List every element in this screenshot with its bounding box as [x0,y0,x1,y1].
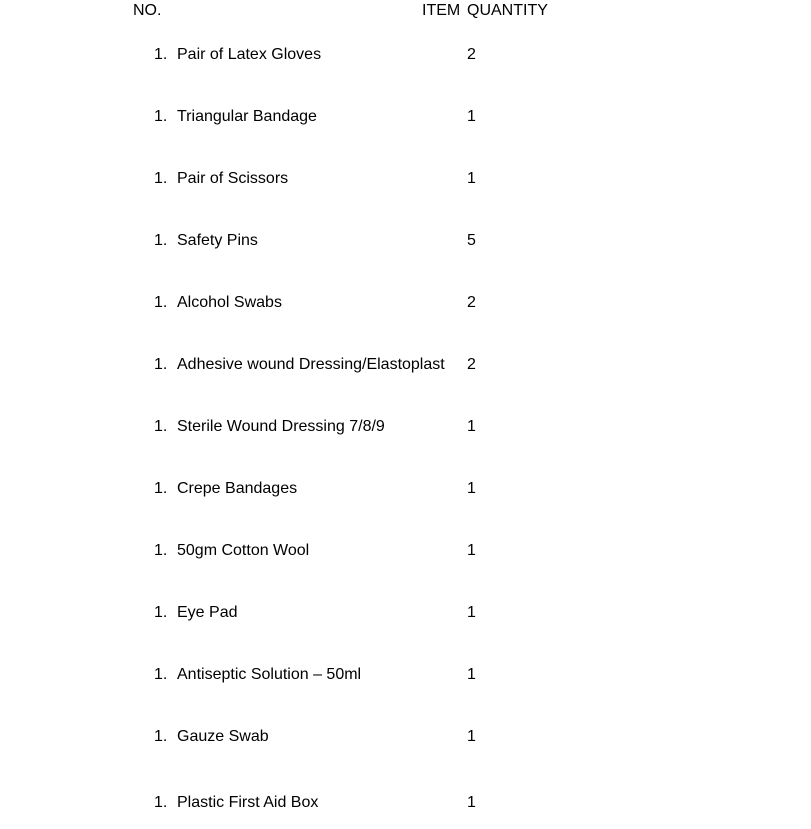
row-number: 1. [154,666,168,683]
row-number: 1. [154,356,168,373]
row-quantity: 2 [467,46,476,63]
row-number: 1. [154,604,168,621]
table-row [0,542,811,562]
row-number: 1. [154,170,168,187]
row-quantity: 1 [467,728,476,745]
row-number: 1. [154,232,168,249]
row-quantity: 1 [467,794,476,811]
table-row [0,46,811,66]
table-row [0,480,811,500]
row-item: Triangular Bandage [177,108,317,125]
table-row [0,728,811,748]
table-row [0,604,811,624]
row-quantity: 1 [467,542,476,559]
row-item: Sterile Wound Dressing 7/8/9 [177,418,385,435]
row-item: Crepe Bandages [177,480,298,497]
row-quantity: 1 [467,666,476,683]
table-row [0,170,811,190]
table-row [0,108,811,128]
row-number: 1. [154,480,168,497]
row-item: Pair of Latex Gloves [177,46,322,63]
row-item: Pair of Scissors [177,170,289,187]
row-number: 1. [154,108,168,125]
row-number: 1. [154,728,168,745]
row-quantity: 2 [467,356,476,373]
row-item: Antiseptic Solution – 50ml [177,666,362,683]
table-row [0,666,811,686]
row-quantity: 1 [467,480,476,497]
row-number: 1. [154,542,168,559]
row-item: Alcohol Swabs [177,294,282,311]
table-row [0,418,811,438]
row-quantity: 1 [467,108,476,125]
header-item: ITEM [422,2,461,19]
row-quantity: 1 [467,604,476,621]
row-item: Plastic First Aid Box [177,794,319,811]
row-number: 1. [154,294,168,311]
table-row [0,794,811,814]
row-number: 1. [154,418,168,435]
row-quantity: 1 [467,170,476,187]
row-item: Adhesive wound Dressing/Elastoplast [177,356,445,373]
row-item: Eye Pad [177,604,238,621]
row-quantity: 5 [467,232,476,249]
table-row [0,294,811,314]
row-number: 1. [154,794,168,811]
table-row [0,232,811,252]
header-quantity: QUANTITY [467,2,548,19]
row-item: 50gm Cotton Wool [177,542,310,559]
table-row [0,356,811,376]
row-quantity: 1 [467,418,476,435]
row-item: Safety Pins [177,232,258,249]
row-item: Gauze Swab [177,728,269,745]
header-no: NO. [133,2,162,19]
row-number: 1. [154,46,168,63]
row-quantity: 2 [467,294,476,311]
